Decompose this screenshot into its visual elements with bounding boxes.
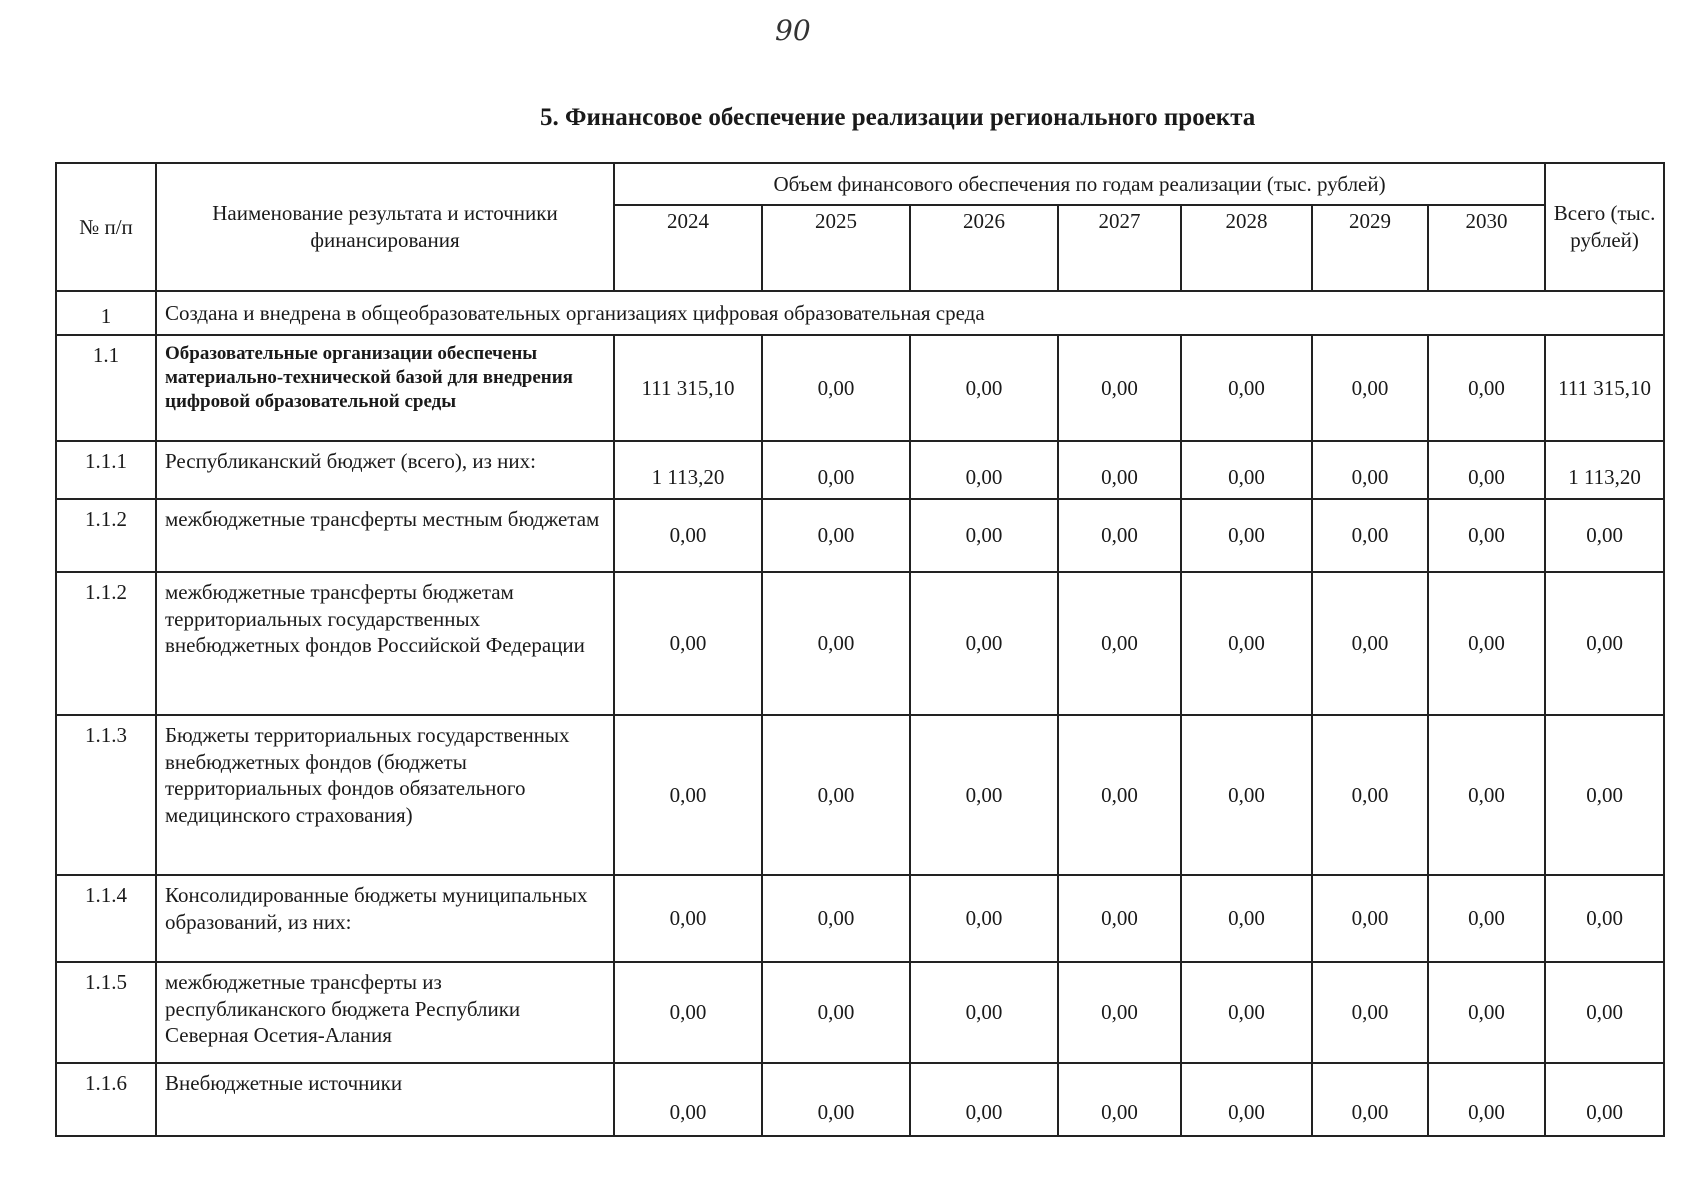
value-cell: 0,00 bbox=[1428, 715, 1545, 875]
value-cell: 0,00 bbox=[910, 875, 1058, 962]
value-cell: 0,00 bbox=[910, 572, 1058, 715]
header-year: 2029 bbox=[1312, 205, 1428, 291]
total-cell: 0,00 bbox=[1545, 1063, 1664, 1136]
table-row bbox=[56, 572, 1664, 715]
header-year: 2024 bbox=[614, 205, 762, 291]
value-cell: 0,00 bbox=[1312, 441, 1428, 499]
total-cell: 111 315,10 bbox=[1545, 335, 1664, 441]
value-cell: 0,00 bbox=[1058, 1063, 1181, 1136]
total-cell: 0,00 bbox=[1545, 499, 1664, 572]
row-number: 1.1.5 bbox=[56, 962, 156, 1063]
row-number: 1.1.3 bbox=[56, 715, 156, 875]
value-cell: 0,00 bbox=[1428, 1063, 1545, 1136]
value-cell: 0,00 bbox=[614, 499, 762, 572]
value-cell: 0,00 bbox=[762, 441, 910, 499]
value-cell: 0,00 bbox=[1058, 715, 1181, 875]
value-cell: 0,00 bbox=[762, 962, 910, 1063]
value-cell: 0,00 bbox=[1181, 962, 1312, 1063]
value-cell: 0,00 bbox=[1181, 1063, 1312, 1136]
total-cell: 0,00 bbox=[1545, 875, 1664, 962]
value-cell: 0,00 bbox=[910, 962, 1058, 1063]
value-cell: 0,00 bbox=[1058, 335, 1181, 441]
value-cell: 0,00 bbox=[1312, 962, 1428, 1063]
value-cell: 0,00 bbox=[1428, 962, 1545, 1063]
table-row bbox=[56, 335, 1664, 441]
value-cell: 0,00 bbox=[614, 962, 762, 1063]
value-cell: 0,00 bbox=[1058, 875, 1181, 962]
row-name: межбюджетные трансферты бюджетам территориальных государственных внебюджетных фондов Российской Федерации bbox=[156, 572, 614, 715]
header-year: 2025 bbox=[762, 205, 910, 291]
total-cell: 0,00 bbox=[1545, 572, 1664, 715]
row-number: 1.1.2 bbox=[56, 572, 156, 715]
row-name: Бюджеты территориальных государственных внебюджетных фондов (бюджеты территориальных фондов обязательного медицинского страхования) bbox=[156, 715, 614, 875]
header-number: № п/п bbox=[56, 163, 156, 291]
table-row bbox=[56, 715, 1664, 875]
value-cell: 0,00 bbox=[614, 1063, 762, 1136]
table-row bbox=[56, 875, 1664, 962]
page-number: 90 bbox=[775, 14, 811, 47]
row-number: 1.1.2 bbox=[56, 499, 156, 572]
value-cell: 0,00 bbox=[1181, 715, 1312, 875]
table-row bbox=[56, 962, 1664, 1063]
value-cell: 0,00 bbox=[762, 715, 910, 875]
row-name: межбюджетные трансферты местным бюджетам bbox=[156, 499, 614, 572]
table-row bbox=[56, 499, 1664, 572]
value-cell: 0,00 bbox=[762, 572, 910, 715]
table-row bbox=[56, 441, 1664, 499]
value-cell: 0,00 bbox=[614, 875, 762, 962]
header-year: 2030 bbox=[1428, 205, 1545, 291]
value-cell: 0,00 bbox=[1058, 962, 1181, 1063]
value-cell: 0,00 bbox=[1312, 499, 1428, 572]
value-cell: 0,00 bbox=[1312, 572, 1428, 715]
row-number: 1.1.1 bbox=[56, 441, 156, 499]
row-name: Внебюджетные источники bbox=[156, 1063, 614, 1136]
row-number: 1.1.4 bbox=[56, 875, 156, 962]
value-cell: 0,00 bbox=[1058, 572, 1181, 715]
row-name: межбюджетные трансферты из республиканского бюджета Республики Северная Осетия-Алания bbox=[156, 962, 614, 1063]
value-cell: 0,00 bbox=[1312, 875, 1428, 962]
value-cell: 0,00 bbox=[1058, 441, 1181, 499]
row-number: 1.1.6 bbox=[56, 1063, 156, 1136]
value-cell: 0,00 bbox=[1181, 441, 1312, 499]
value-cell: 0,00 bbox=[762, 499, 910, 572]
value-cell: 0,00 bbox=[1312, 335, 1428, 441]
header-year: 2028 bbox=[1181, 205, 1312, 291]
value-cell: 0,00 bbox=[910, 499, 1058, 572]
row-name: Республиканский бюджет (всего), из них: bbox=[156, 441, 614, 499]
value-cell: 0,00 bbox=[910, 715, 1058, 875]
total-cell: 0,00 bbox=[1545, 962, 1664, 1063]
header-years-group: Объем финансового обеспечения по годам реализации (тыс. рублей) bbox=[614, 163, 1545, 205]
value-cell: 0,00 bbox=[910, 335, 1058, 441]
header-year: 2027 bbox=[1058, 205, 1181, 291]
value-cell: 111 315,10 bbox=[614, 335, 762, 441]
value-cell: 0,00 bbox=[1181, 335, 1312, 441]
value-cell: 0,00 bbox=[1428, 335, 1545, 441]
section-title: 5. Финансовое обеспечение реализации регионального проекта bbox=[540, 104, 1256, 131]
value-cell: 0,00 bbox=[1428, 572, 1545, 715]
row-number: 1 bbox=[56, 291, 156, 335]
value-cell: 0,00 bbox=[762, 875, 910, 962]
value-cell: 0,00 bbox=[762, 335, 910, 441]
value-cell: 0,00 bbox=[910, 441, 1058, 499]
value-cell: 0,00 bbox=[762, 1063, 910, 1136]
table-row bbox=[56, 1063, 1664, 1136]
value-cell: 0,00 bbox=[1181, 499, 1312, 572]
value-cell: 1 113,20 bbox=[614, 441, 762, 499]
value-cell: 0,00 bbox=[1058, 499, 1181, 572]
value-cell: 0,00 bbox=[1181, 572, 1312, 715]
financing-table bbox=[55, 162, 1665, 1137]
value-cell: 0,00 bbox=[614, 715, 762, 875]
header-name: Наименование результата и источники финансирования bbox=[156, 163, 614, 291]
header-year: 2026 bbox=[910, 205, 1058, 291]
table-header bbox=[56, 163, 1664, 291]
section-row bbox=[56, 291, 1664, 335]
value-cell: 0,00 bbox=[1428, 441, 1545, 499]
table-body bbox=[56, 291, 1664, 1136]
value-cell: 0,00 bbox=[1428, 499, 1545, 572]
value-cell: 0,00 bbox=[1312, 1063, 1428, 1136]
section-name: Создана и внедрена в общеобразовательных организациях цифровая образовательная среда bbox=[156, 291, 1664, 335]
header-total: Всего (тыс. рублей) bbox=[1545, 163, 1664, 291]
value-cell: 0,00 bbox=[1428, 875, 1545, 962]
value-cell: 0,00 bbox=[1181, 875, 1312, 962]
value-cell: 0,00 bbox=[614, 572, 762, 715]
row-name: Образовательные организации обеспечены материально-технической базой для внедрения цифровой образовательной среды bbox=[156, 335, 614, 441]
total-cell: 0,00 bbox=[1545, 715, 1664, 875]
value-cell: 0,00 bbox=[1312, 715, 1428, 875]
value-cell: 0,00 bbox=[910, 1063, 1058, 1136]
row-number: 1.1 bbox=[56, 335, 156, 441]
total-cell: 1 113,20 bbox=[1545, 441, 1664, 499]
row-name: Консолидированные бюджеты муниципальных образований, из них: bbox=[156, 875, 614, 962]
